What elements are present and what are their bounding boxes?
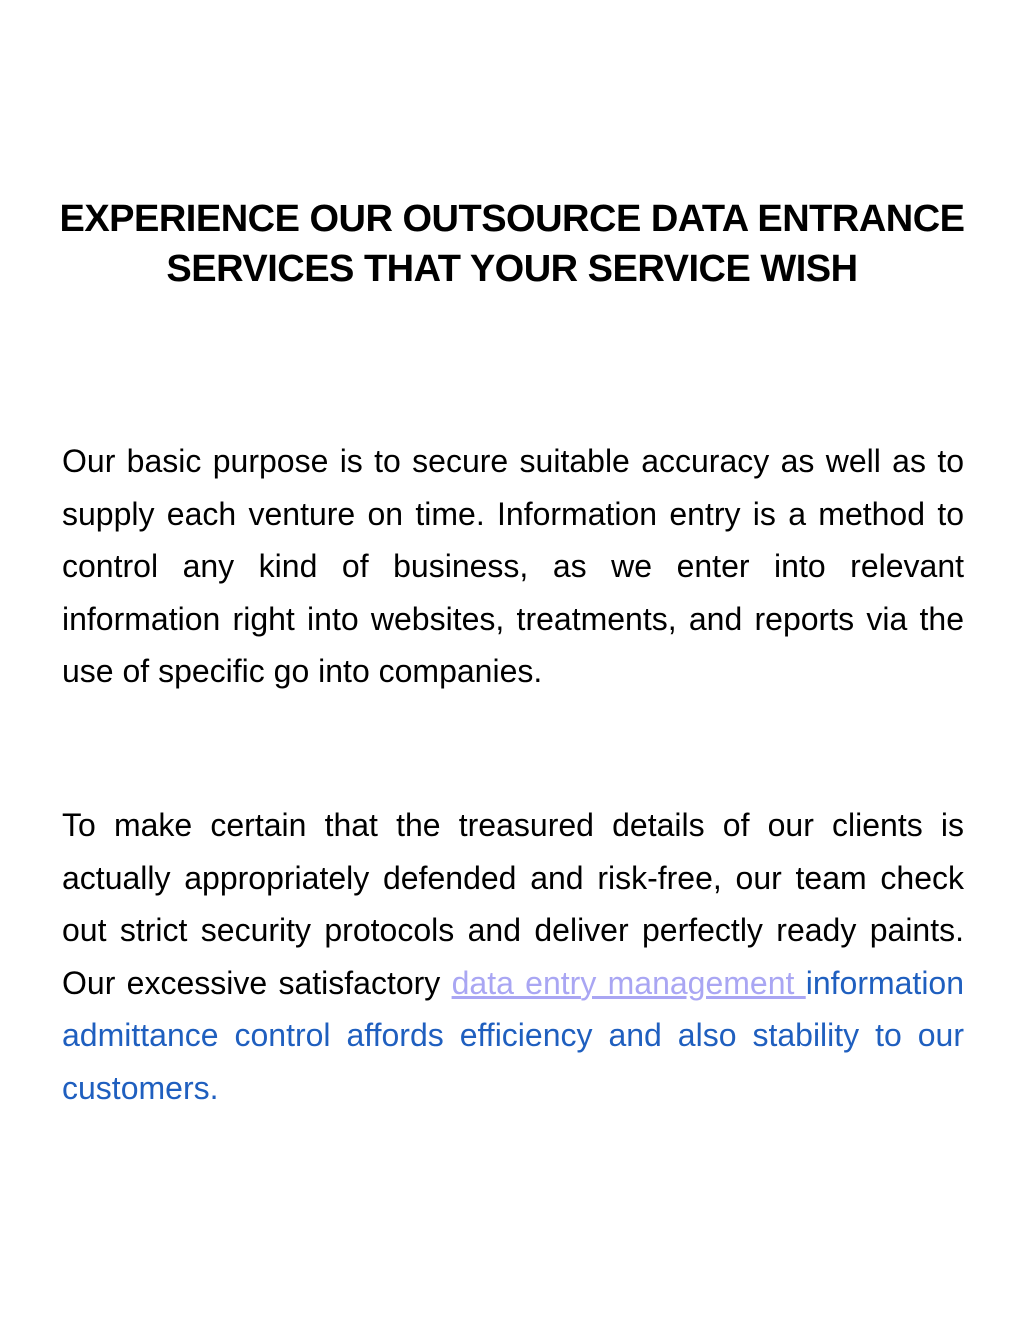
data-entry-management-link[interactable]: data entry management bbox=[451, 964, 806, 1001]
page-title bbox=[30, 194, 994, 294]
intro-paragraph: Our basic purpose is to secure suitable accuracy as well as to supply each venture on time. Information entry is a method to control any kind of business, as we enter into relevant information right into websites, treatments, and reports via the use of specific go into companies. bbox=[62, 443, 964, 689]
security-paragraph-text: To make certain that the treasured details of our clients is actually appropriately defended and risk-free, our team check out strict security protocols and deliver perfectly ready paints. Our excessive satisfactory bbox=[62, 807, 964, 1001]
security-paragraph-tail: information admittance control affords efficiency and also stability to our customers. bbox=[62, 964, 965, 1106]
title-line-1: EXPERIENCE OUR OUTSOURCE DATA ENTRANCE bbox=[59, 198, 965, 240]
title-line-2: SERVICES THAT YOUR SERVICE WISH bbox=[166, 248, 858, 290]
security-paragraph bbox=[62, 799, 964, 1114]
